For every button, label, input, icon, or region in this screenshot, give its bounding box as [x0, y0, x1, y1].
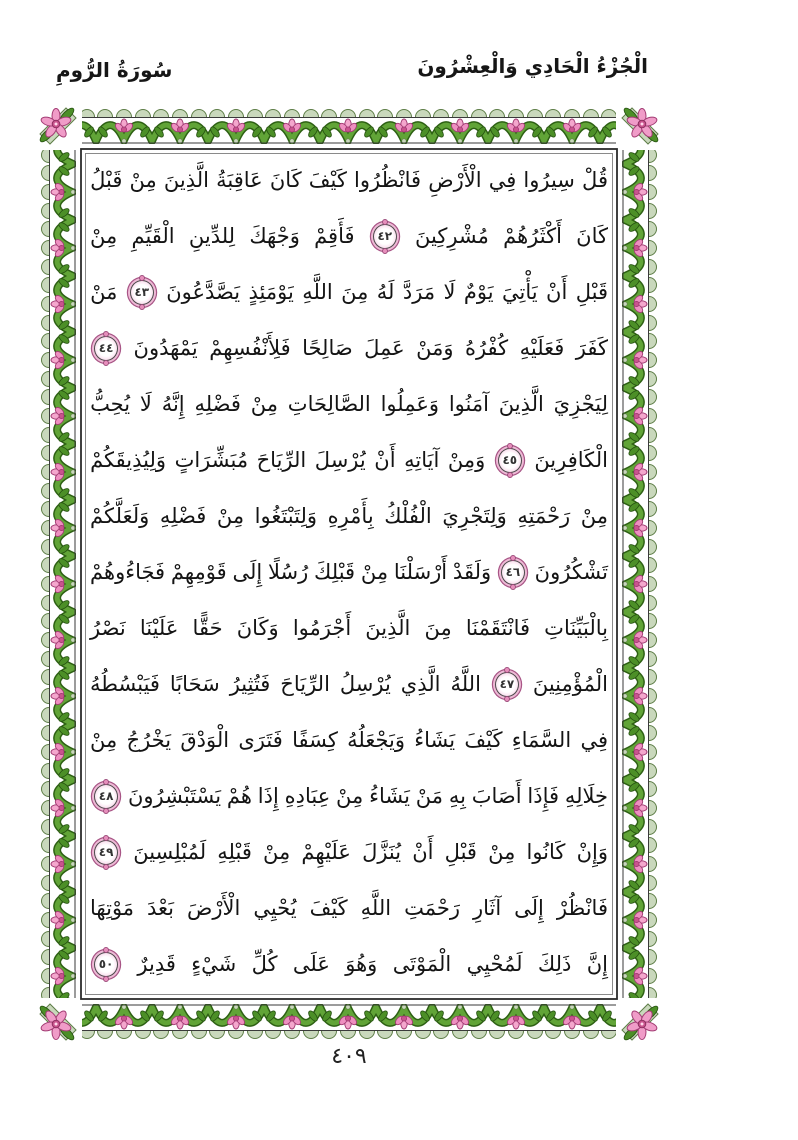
quran-line	[90, 768, 608, 824]
quran-word: إِلَى	[232, 560, 263, 584]
ayah-end-marker: ٥٠	[94, 952, 118, 977]
quran-word: فَإِذَا	[527, 784, 560, 808]
quran-word: أَرْسَلْنَا	[393, 560, 448, 584]
quran-word: وَلَقَدْ	[452, 560, 492, 584]
quran-word: مَنْ	[90, 280, 118, 304]
quran-word: فَعَلَيْهِ	[519, 336, 565, 360]
quran-word: مَنْ	[415, 784, 443, 808]
quran-word: إِنَّهُ	[161, 392, 185, 416]
quran-word: مِنَ	[424, 616, 452, 640]
quran-word: فَأَقِمْ	[314, 224, 355, 248]
quran-line	[90, 880, 608, 936]
quran-word: عَلَيْهِمْ	[301, 840, 351, 864]
quran-line	[90, 152, 608, 208]
quran-word: أَنْ	[374, 448, 396, 472]
quran-word: يُرْسِلَ	[314, 448, 366, 472]
ayah-end-marker: ٤٥	[498, 448, 522, 473]
quran-word: اللَّهِ	[360, 896, 392, 920]
quran-word: لَهُ	[376, 280, 395, 304]
quran-word: نَصْرُ	[90, 616, 126, 640]
quran-word: الرِّيَاحَ	[256, 448, 307, 472]
quran-word: مِنْ	[129, 168, 157, 192]
quran-word: شَيْءٍ	[191, 952, 237, 976]
quran-word: مِنْ	[580, 504, 608, 528]
quran-line	[90, 208, 608, 264]
quran-word: يَشَاءُ	[414, 728, 456, 752]
quran-word: لِيَجْزِيَ	[553, 392, 608, 416]
border-top-band	[40, 108, 658, 144]
quran-word: وَعَمِلُوا	[380, 392, 440, 416]
quran-word: الْفُلْكُ	[384, 504, 432, 528]
quran-word: قَبْلِ	[575, 280, 608, 304]
quran-word: قَبْلِهِ	[217, 840, 252, 864]
ayah-end-marker: ٤٤	[94, 336, 118, 361]
quran-word: الْأَرْضِ	[428, 168, 482, 192]
quran-word: تَشْكُرُونَ	[534, 560, 608, 584]
quran-word: يَصَّدَّعُونَ	[166, 280, 241, 304]
quran-word: مَوْتِهَا	[90, 896, 135, 920]
quran-word: بِالْبَيِّنَاتِ	[544, 616, 608, 640]
border-right-band	[622, 108, 658, 1040]
quran-word: رَحْمَتِ	[404, 896, 460, 920]
quran-word: إِذَا	[257, 784, 279, 808]
quran-word: عَمِلَ	[364, 336, 405, 360]
quran-word: يَسْتَبْشِرُونَ	[127, 784, 222, 808]
quran-word: مِنْ	[90, 728, 118, 752]
quran-word: فَانْظُرْ	[556, 896, 608, 920]
quran-word: وَلَعَلَّكُمْ	[90, 504, 150, 528]
quran-word: مِنْ	[336, 784, 364, 808]
quran-word: فَانْتَقَمْنَا	[465, 616, 531, 640]
quran-line	[90, 712, 608, 768]
quran-word: بِهِ	[448, 784, 466, 808]
quran-word: يَوْمٌ	[463, 280, 494, 304]
quran-word: فِي	[580, 728, 608, 752]
quran-word: آيَاتِهِ	[404, 448, 440, 472]
quran-word: مِنْ	[216, 504, 245, 528]
quran-word: الَّذِينَ	[498, 392, 544, 416]
quran-word: فَانْظُرُوا	[354, 168, 422, 192]
quran-word: وَلِتَبْتَغُوا	[254, 504, 318, 528]
quran-word: الَّذِينَ	[365, 616, 411, 640]
quran-word: فَتُثِيرُ	[229, 672, 271, 696]
quran-word: يَخْرُجُ	[126, 728, 172, 752]
quran-word: يَوْمَئِذٍ	[248, 280, 294, 304]
quran-word: رَحْمَتِهِ	[517, 504, 571, 528]
quran-word: سِيرُوا	[523, 168, 575, 192]
quran-word: الصَّالِحَاتِ	[287, 392, 371, 416]
quran-word: عَاقِبَةُ	[216, 168, 263, 192]
quran-line	[90, 824, 608, 880]
quran-word: وَلِيُذِيقَكُمْ	[90, 448, 167, 472]
quran-word: آثَارِ	[472, 896, 502, 920]
quran-word: الْمُؤْمِنِينَ	[532, 672, 608, 696]
quran-word: عَلَيْنَا	[139, 616, 179, 640]
quran-line	[90, 376, 608, 432]
quran-word: مُشْرِكِينَ	[415, 224, 489, 248]
quran-word: أَنْ	[546, 280, 568, 304]
quran-line	[90, 320, 608, 376]
quran-line	[90, 936, 608, 992]
quran-word: كِسَفًا	[292, 728, 338, 752]
quran-word: اللَّهُ	[450, 672, 481, 696]
quran-word: كَيْفَ	[309, 896, 348, 920]
quran-word: لَا	[443, 280, 456, 304]
quran-word: ذَلِكَ	[537, 952, 572, 976]
quran-word: قَدِيرٌ	[137, 952, 176, 976]
quran-word: مِنْ	[488, 840, 516, 864]
quran-word: مُبَشِّرَاتٍ	[174, 448, 249, 472]
quran-word: إِنَّ	[586, 952, 608, 976]
quran-word: كُلِّ	[251, 952, 278, 976]
ayah-end-marker: ٤٢	[373, 224, 397, 249]
quran-word: قَبْلِكَ	[314, 560, 356, 584]
quran-word: وَهُوَ	[345, 952, 378, 976]
quran-word: يُنَزَّلَ	[362, 840, 402, 864]
quran-word: قَبْلُ	[90, 168, 123, 192]
quran-line	[90, 432, 608, 488]
quran-word: فَلِأَنْفُسِهِمْ	[209, 336, 291, 360]
quran-word: مِنْ	[360, 560, 389, 584]
quran-word: يَشَاءُ	[369, 784, 410, 808]
quran-word: وَمَنْ	[416, 336, 454, 360]
quran-word: سَحَابًا	[169, 672, 220, 696]
quran-word: قَبْلِ	[444, 840, 477, 864]
quran-word: وَإِنْ	[576, 840, 608, 864]
quran-word: لِلدِّينِ	[188, 224, 236, 248]
surah-title: سُورَةُ الرُّومِ	[56, 58, 173, 82]
quran-word: فَجَاءُوهُمْ	[90, 560, 166, 584]
juz-title: الْجُزْءُ الْحَادِي وَالْعِشْرُونَ	[417, 54, 648, 78]
quran-word: كَيْفَ	[308, 168, 347, 192]
quran-word: السَّمَاءِ	[511, 728, 572, 752]
quran-word: فَتَرَى	[238, 728, 283, 752]
quran-word: لَمُحْيِي	[466, 952, 523, 976]
quran-word: حَقًّا	[192, 616, 223, 640]
quran-word: يُرْسِلُ	[339, 672, 391, 696]
quran-word: آمَنُوا	[448, 392, 489, 416]
quran-word: مِنَ	[341, 280, 369, 304]
quran-word: بَعْدَ	[147, 896, 175, 920]
quran-word: هُمْ	[226, 784, 252, 808]
quran-word: وَمِنْ	[447, 448, 486, 472]
quran-word: الرِّيَاحَ	[280, 672, 330, 696]
quran-word: أَصَابَ	[471, 784, 522, 808]
quran-word: اللَّهِ	[302, 280, 333, 304]
quran-word: مِنْ	[90, 224, 118, 248]
quran-word: كَفَرَ	[575, 336, 608, 360]
quran-word: لَا	[139, 392, 152, 416]
ayah-end-marker: ٤٨	[94, 784, 118, 809]
quran-word: أَكْثَرُهُمْ	[503, 224, 562, 248]
quran-word: كَانَ	[269, 168, 302, 192]
quran-word: قَوْمِهِمْ	[170, 560, 227, 584]
quran-word: مِنْ	[250, 392, 278, 416]
quran-word: الْكَافِرِينَ	[534, 448, 608, 472]
quran-word: الْقَيِّمِ	[131, 224, 175, 248]
quran-word: فِي	[488, 168, 517, 192]
quran-word: فَيَبْسُطُهُ	[90, 672, 160, 696]
quran-word: إِلَى	[514, 896, 544, 920]
quran-word: قُلْ	[582, 168, 608, 192]
quran-word: كُفْرُهُ	[464, 336, 509, 360]
quran-word: كَيْفَ	[464, 728, 503, 752]
quran-line	[90, 488, 608, 544]
ayah-end-marker: ٤٣	[130, 280, 154, 305]
quran-word: وَيَجْعَلُهُ	[347, 728, 405, 752]
quran-word: فَضْلِهِ	[159, 504, 207, 528]
quran-word: الَّذِي	[400, 672, 441, 696]
quran-word: كَانَ	[576, 224, 608, 248]
quran-word: يُحِبُّ	[90, 392, 131, 416]
border-bottom-band	[40, 1004, 658, 1040]
quran-word: أَنْ	[412, 840, 434, 864]
quran-word: صَالِحًا	[302, 336, 353, 360]
ayah-end-marker: ٤٧	[495, 672, 519, 697]
quran-word: يَأْتِيَ	[502, 280, 538, 304]
quran-word: وَلِتَجْرِيَ	[442, 504, 507, 528]
quran-word: مَرَدَّ	[402, 280, 436, 304]
quran-word: فَضْلِهِ	[194, 392, 241, 416]
quran-word: عَلَى	[292, 952, 330, 976]
ayah-end-marker: ٤٩	[94, 840, 118, 865]
page-number: ٤٠٩	[331, 1044, 367, 1069]
quran-word: الْأَرْضَ	[187, 896, 241, 920]
quran-word: الْوَدْقَ	[180, 728, 230, 752]
quran-line	[90, 544, 608, 600]
quran-word: عِبَادِهِ	[284, 784, 331, 808]
quran-word: الْمَوْتَى	[392, 952, 452, 976]
quran-line	[90, 600, 608, 656]
quran-word: يَمْهَدُونَ	[133, 336, 198, 360]
quran-word: مِنْ	[263, 840, 291, 864]
quran-word: بِأَمْرِهِ	[327, 504, 374, 528]
quran-line	[90, 264, 608, 320]
quran-word: كَانُوا	[526, 840, 566, 864]
ayah-end-marker: ٤٦	[501, 560, 525, 585]
border-left-band	[40, 108, 76, 1040]
quran-text	[90, 152, 608, 992]
quran-word: وَكَانَ	[236, 616, 279, 640]
quran-line	[90, 656, 608, 712]
quran-word: أَجْرَمُوا	[292, 616, 352, 640]
quran-word: لَمُبْلِسِينَ	[133, 840, 207, 864]
quran-word: الَّذِينَ	[163, 168, 209, 192]
quran-word: خِلَالِهِ	[564, 784, 608, 808]
quran-word: رُسُلًا	[267, 560, 309, 584]
quran-word: يُحْيِي	[253, 896, 297, 920]
quran-word: وَجْهَكَ	[249, 224, 300, 248]
